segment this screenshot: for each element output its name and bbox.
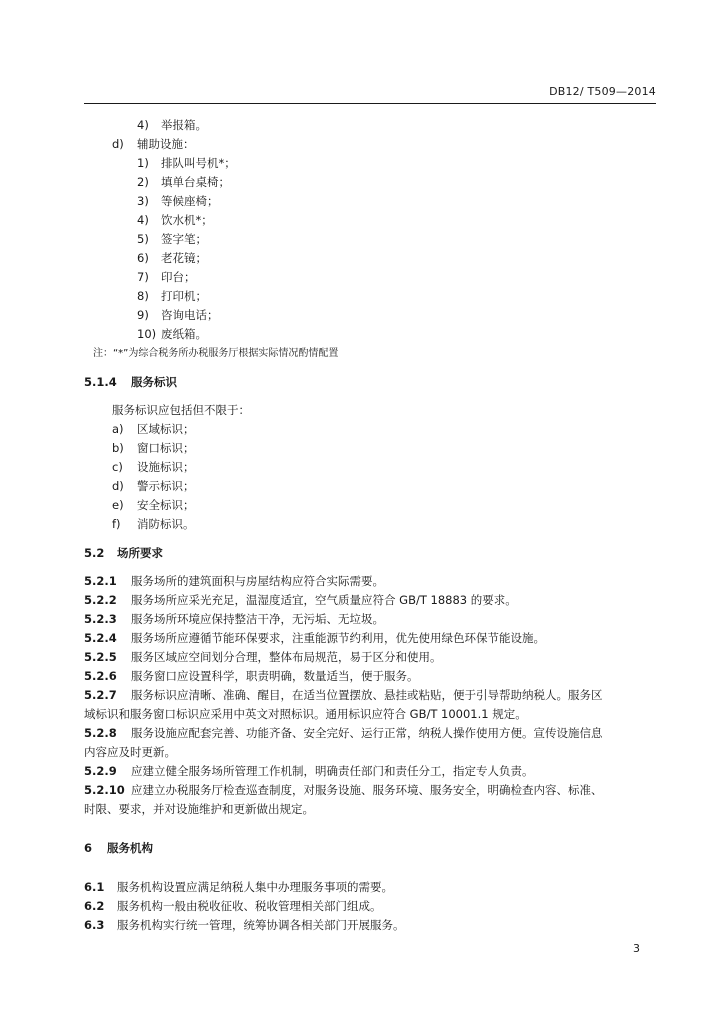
list-item: 7) 印台； xyxy=(137,270,196,284)
clause: 6.2 服务机构一般由税收征收、税收管理相关部门组成。 xyxy=(84,899,382,913)
list-item: 9) 咨询电话； xyxy=(137,308,219,322)
clause: 5.2.10 应建立办税服务厅检查巡查制度，对服务设施、服务环境、服务安全，明确检查内容、标准、 xyxy=(84,783,603,797)
list-item: 4) 举报箱。 xyxy=(137,118,207,132)
clause: 5.2.7 服务标识应清晰、准确、醒目，在适当位置摆放、悬挂或粘贴，便于引导帮助纳税人。服务区 xyxy=(84,688,603,702)
clause-continuation: 域标识和服务窗口标识应采用中英文对照标识。通用标识应符合 GB/T 10001.1 规定。 xyxy=(84,707,527,721)
clause: 6.3 服务机构实行统一管理，统筹协调各相关部门开展服务。 xyxy=(84,918,405,932)
section-heading: 6 服务机构 xyxy=(84,841,153,855)
clause: 5.2.8 服务设施应配套完善、功能齐备、安全完好、运行正常，纳税人操作使用方便。宣传设施信息 xyxy=(84,726,603,740)
list-item: 8) 打印机； xyxy=(137,289,207,303)
clause: 5.2.3 服务场所环境应保持整洁干净，无污垢、无垃圾。 xyxy=(84,612,384,626)
clause: 5.2.2 服务场所应采光充足，温湿度适宜，空气质量应符合 GB/T 18883 的要求。 xyxy=(84,593,517,607)
list-item: f) 消防标识。 xyxy=(112,517,195,531)
list-item: 3) 等候座椅； xyxy=(137,194,219,208)
list-item-heading: d) 辅助设施： xyxy=(112,137,195,151)
list-item: d) 警示标识； xyxy=(112,479,195,493)
clause: 6.1 服务机构设置应满足纳税人集中办理服务事项的需要。 xyxy=(84,880,393,894)
list-item: 5) 签字笔； xyxy=(137,232,207,246)
list-item: e) 安全标识； xyxy=(112,498,195,512)
page-number: 3 xyxy=(633,942,640,955)
note: 注：“*”为综合税务所办税服务厅根据实际情况酌情配置 xyxy=(93,348,339,359)
clause-continuation: 内容应及时更新。 xyxy=(84,745,176,759)
header-rule xyxy=(84,103,656,104)
standard-code: DB12/ T509—2014 xyxy=(549,85,656,98)
clause: 5.2.4 服务场所应遵循节能环保要求，注重能源节约利用，优先使用绿色环保节能设施。 xyxy=(84,631,545,645)
list-item: 6) 老花镜； xyxy=(137,251,207,265)
list-item: 1) 排队叫号机*； xyxy=(137,156,236,170)
clause: 5.2.5 服务区域应空间划分合理，整体布局规范，易于区分和使用。 xyxy=(84,650,442,664)
clause: 5.2.6 服务窗口应设置科学，职责明确，数量适当，便于服务。 xyxy=(84,669,419,683)
paragraph: 服务标识应包括但不限于： xyxy=(112,403,250,417)
list-item: c) 设施标识； xyxy=(112,460,195,474)
list-item: a) 区域标识； xyxy=(112,422,195,436)
list-item: 4) 饮水机*； xyxy=(137,213,213,227)
list-item: 2) 填单台桌椅； xyxy=(137,175,230,189)
section-heading: 5.2 场所要求 xyxy=(84,546,163,560)
list-item: b) 窗口标识； xyxy=(112,441,195,455)
clause-continuation: 时限、要求，并对设施维护和更新做出规定。 xyxy=(84,802,314,816)
clause: 5.2.9 应建立健全服务场所管理工作机制，明确责任部门和责任分工，指定专人负责。 xyxy=(84,764,534,778)
section-heading: 5.1.4 服务标识 xyxy=(84,375,177,389)
clause: 5.2.1 服务场所的建筑面积与房屋结构应符合实际需要。 xyxy=(84,574,384,588)
list-item: 10) 废纸箱。 xyxy=(137,327,207,341)
